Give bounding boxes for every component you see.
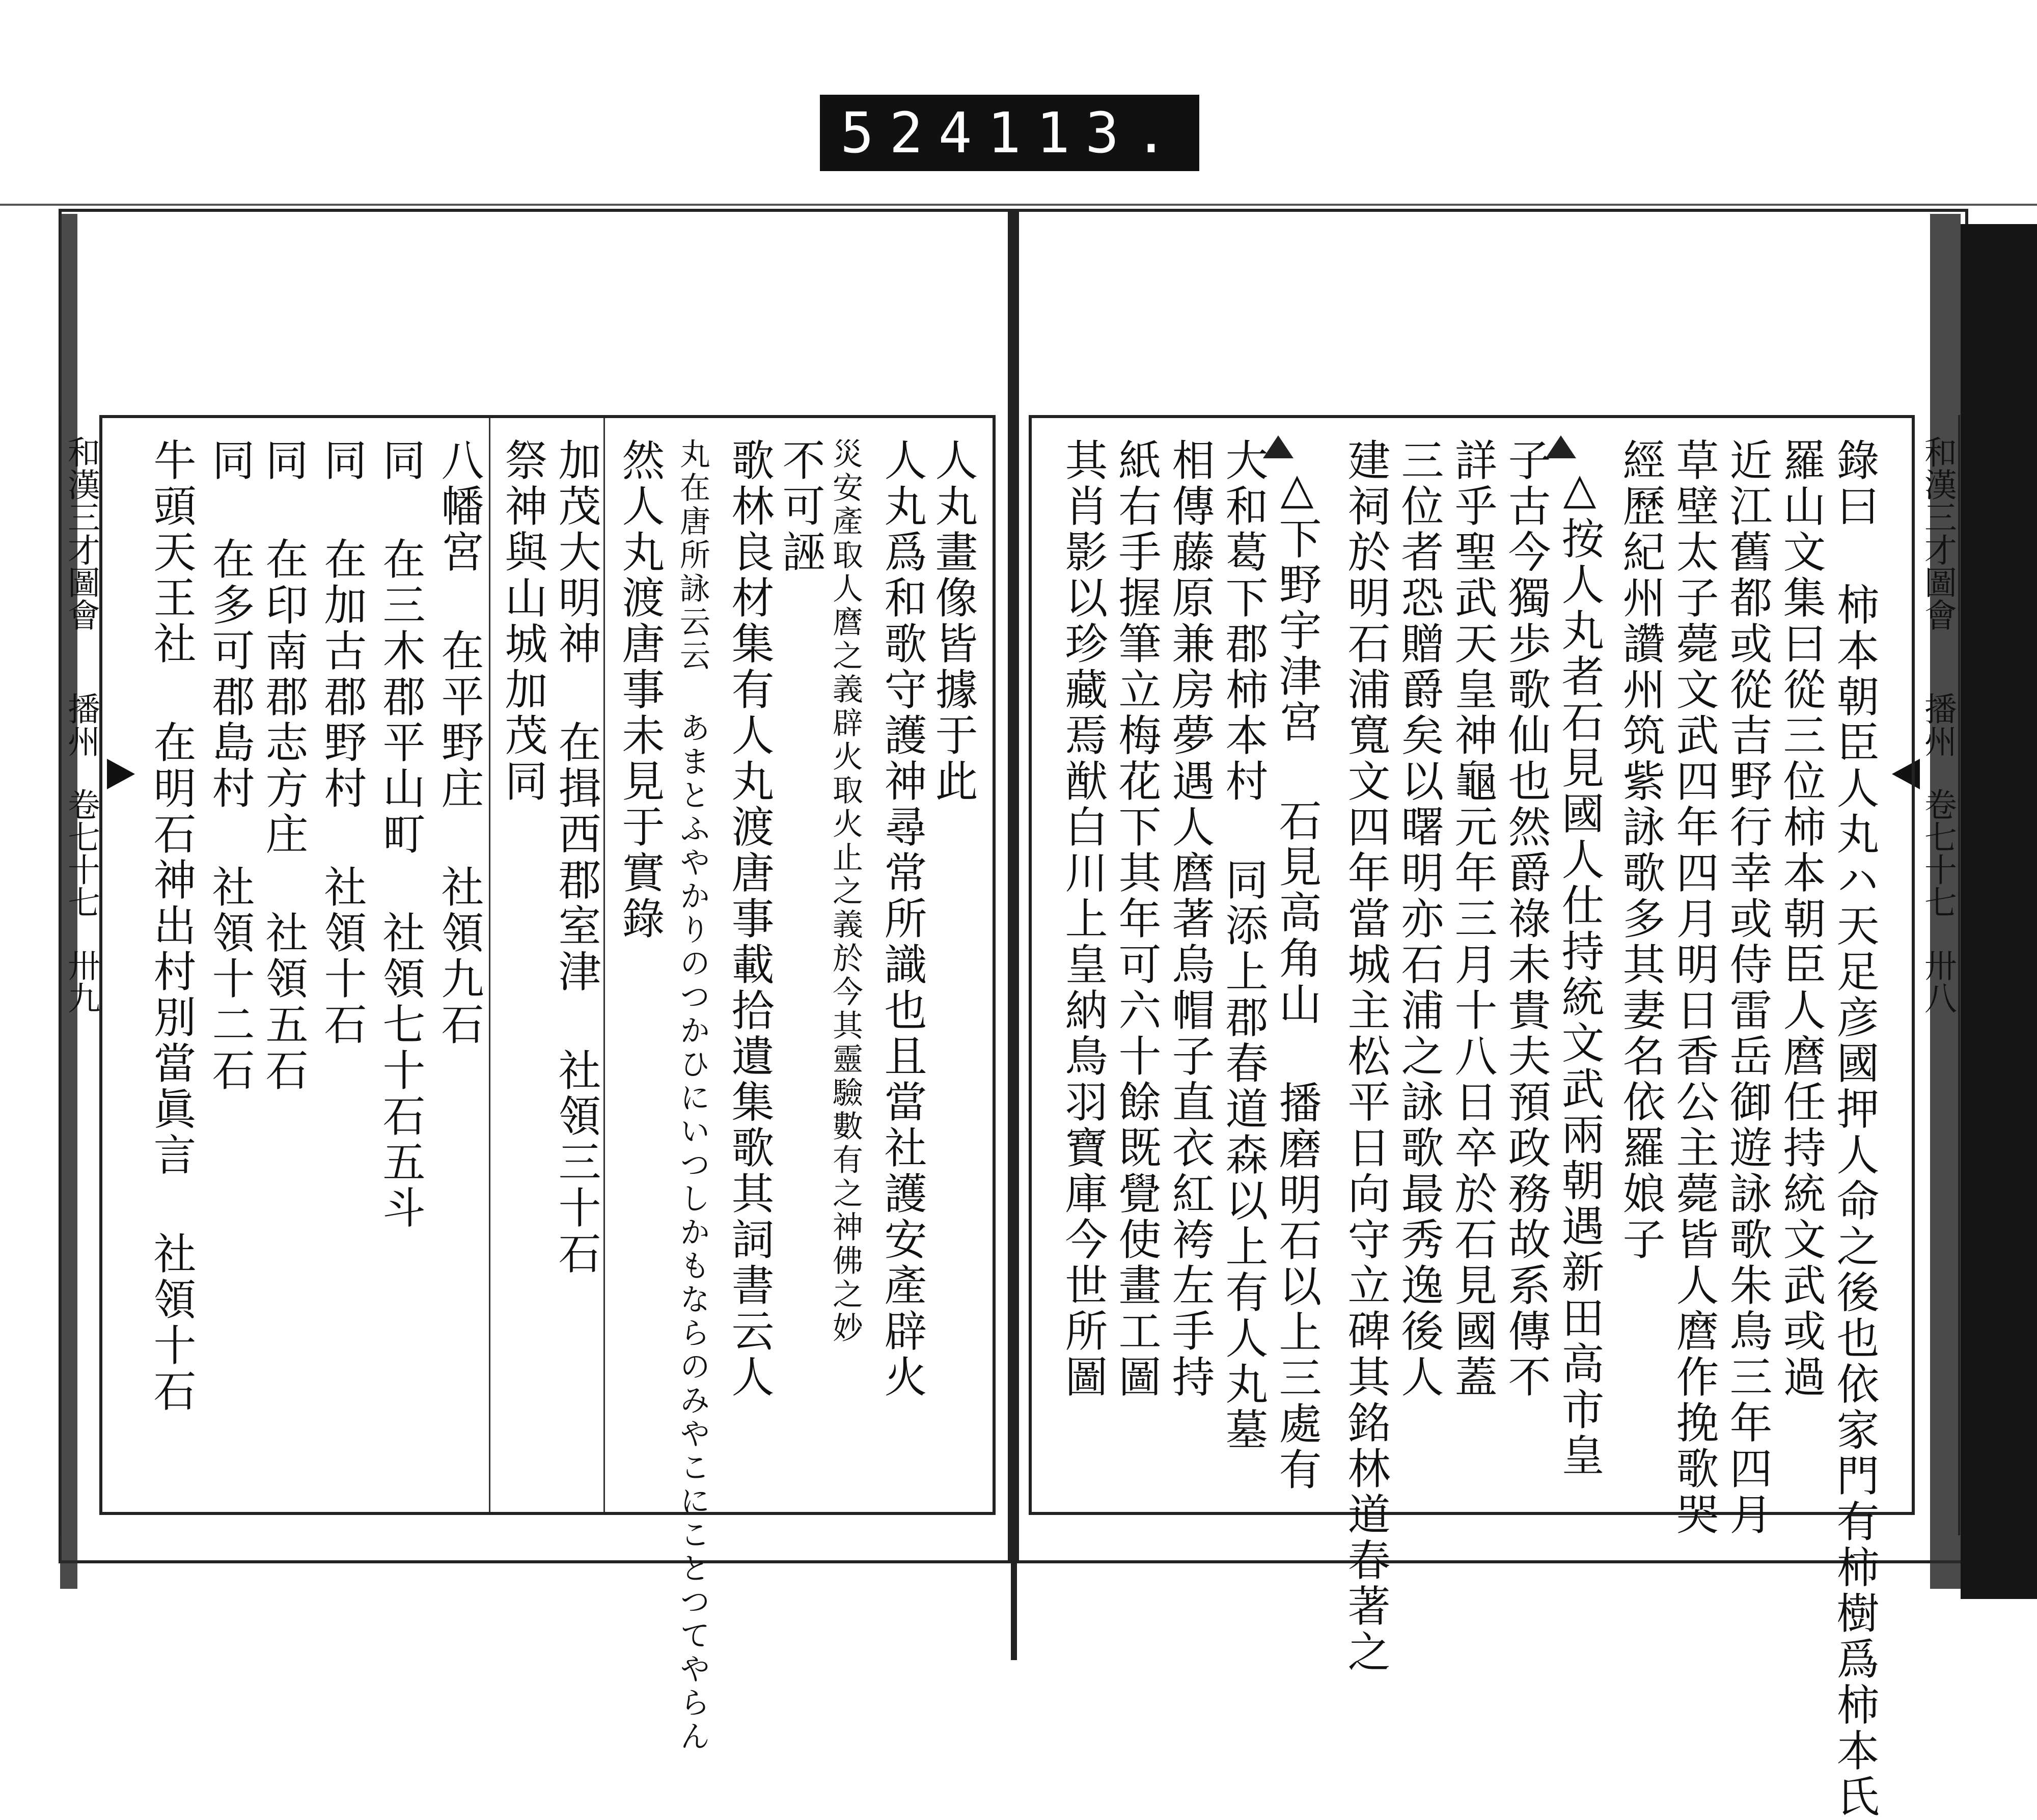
text-column: 詳乎聖武天皇神龜元年三月十八日卒於石見國蓋 (1448, 438, 1498, 1400)
catalog-number-right: 113. (987, 100, 1183, 166)
text-column: 大和葛下郡柿本村 同添上郡春道森以上有人丸墓 (1219, 438, 1269, 1453)
text-column: 近江舊都或從吉野行幸或侍雷岳御遊詠歌朱鳥三年四月 (1723, 438, 1773, 1538)
text-column: 丸在唐所詠云云 あまとふやかりのつかひにいつしかもならのみやこにことつてやらん (675, 438, 710, 1754)
left-margin-strip (59, 415, 101, 1535)
text-column: 子古今獨歩歌仙也然爵祿未貴夫預政務故系傳不 (1501, 438, 1551, 1400)
text-column: 三位者恐贈爵矣以曙明亦石浦之詠歌最秀逸後人 (1394, 438, 1444, 1400)
catalog-label (820, 95, 1199, 171)
text-column: 歌林良材集有人丸渡唐事載拾遺集歌其詞書云人 (725, 438, 775, 1400)
text-column: 草壁太子薨文武四年四月明日香公主薨皆人麿作挽歌哭 (1669, 438, 1719, 1538)
text-column: 羅山文集曰從三位柿本朝臣人麿任持統文武或過 (1776, 438, 1826, 1400)
right-margin-strip (1917, 415, 1960, 1535)
left-section-divider (603, 418, 605, 1512)
text-column: 同 在三木郡平山町 社領七十石五斗 (376, 438, 426, 1231)
text-column: 祭神與山城加茂同 (498, 438, 548, 805)
text-column: 同 在加古郡野村 社領十石 (317, 438, 367, 1048)
text-column: 然人丸渡唐事未見于實錄 (615, 438, 665, 942)
text-column: 建祠於明石浦寬文四年當城主松平日向守立碑其銘林道春著之 (1341, 438, 1391, 1675)
text-column: 牛頭天王社 在明石神出村別當眞言 社領十石 (147, 438, 197, 1415)
text-column: 八幡宮 在平野庄 社領九石 (434, 438, 484, 1048)
text-column: 同 在印南郡志方庄 社領五石 (259, 438, 309, 1094)
text-column: 同 在多可郡島村 社領十二石 (205, 438, 255, 1094)
book-gutter (1011, 209, 1017, 1660)
spread-top-edge (0, 204, 2037, 206)
text-column: 人丸畫像皆據于此 (928, 438, 978, 805)
catalog-number-left: 524 (840, 100, 987, 166)
text-column: 災安產取人麿之義辟火取火止之義於今其靈驗數有之神佛之妙 (828, 438, 863, 1345)
left-margin-title: 和漢三才圖會 (62, 435, 100, 631)
left-margin-page: 卅九 (62, 949, 100, 1014)
text-column: 不可誣 (776, 438, 825, 575)
right-margin-section: 播州 (1919, 692, 1957, 757)
text-column: 加茂大明神 在揖西郡室津 社領三十石 (552, 438, 601, 1277)
right-margin-volume: 卷七十七 (1919, 788, 1957, 918)
text-column: 其肖影以珍藏焉猷白川上皇納鳥羽寶庫今世所圖 (1058, 438, 1108, 1400)
left-section-divider-2 (489, 418, 490, 1512)
right-margin-page: 卅八 (1919, 949, 1957, 1014)
text-column: △按人丸者石見國人仕持統文武兩朝遇新田高市皇 (1555, 463, 1605, 1479)
left-margin-section: 播州 (62, 692, 100, 757)
right-margin-title: 和漢三才圖會 (1919, 435, 1957, 631)
text-column: △下野宇津宮 石見高角山 播磨明石以上三處有 (1272, 463, 1322, 1493)
text-column: 錄曰 柿本朝臣人丸ハ天足彦國押人命之後也依家門有柿樹爲柿本氏 (1830, 438, 1880, 1820)
text-column: 人丸爲和歌守護神尋常所識也且當社護安產辟火 (877, 438, 927, 1400)
right-edge-block (1961, 224, 2037, 1599)
text-column: 經歷紀州讚州筑紫詠歌多其妻名依羅娘子 (1616, 438, 1666, 1263)
text-column: 紙右手握筆立梅花下其年可六十餘既覺使畫工圖 (1112, 438, 1162, 1400)
text-column: 相傳藤原兼房夢遇人麿著烏帽子直衣紅袴左手持 (1165, 438, 1215, 1400)
left-margin-volume: 卷七十七 (62, 788, 100, 918)
